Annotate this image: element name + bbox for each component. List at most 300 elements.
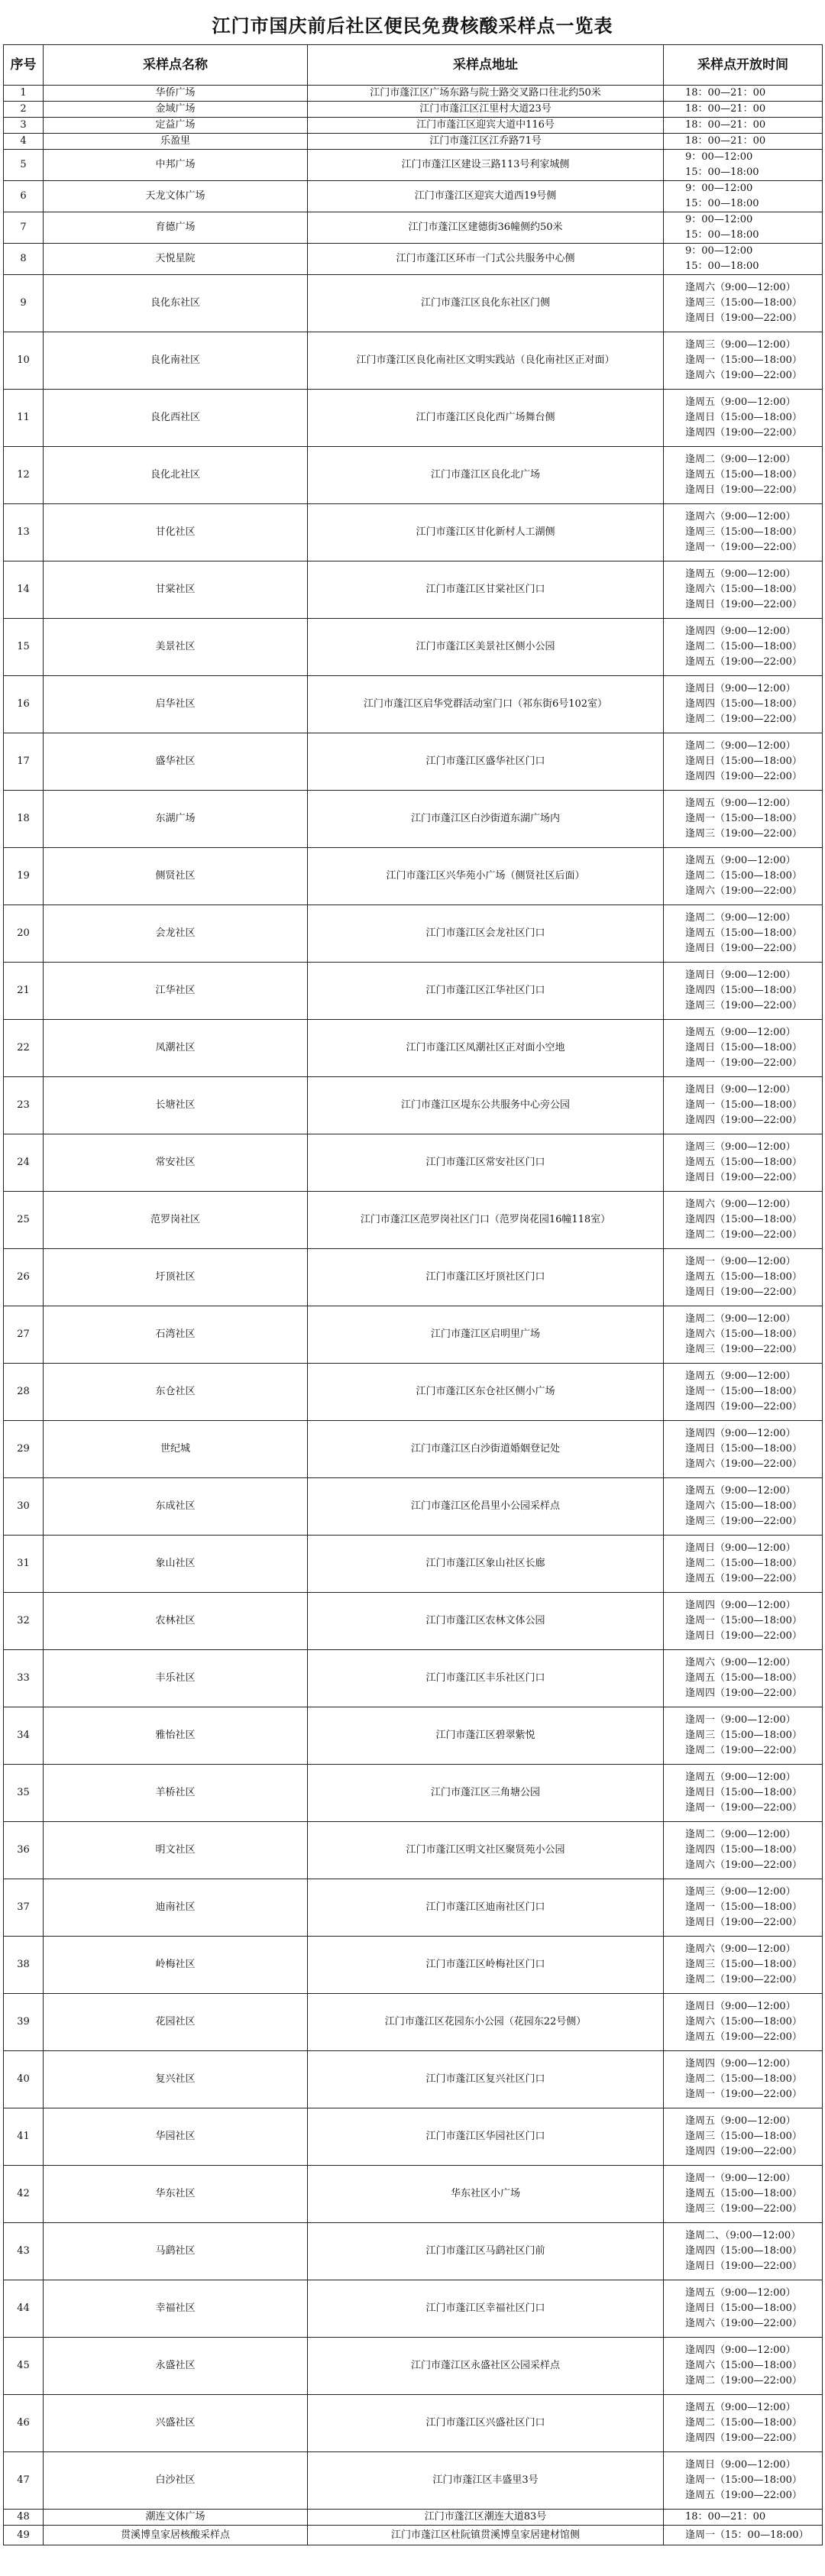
- cell-site-address: 江门市蓬江区良化西广场舞台侧: [308, 390, 664, 447]
- open-time-line: 逢周一（9:00—12:00）: [685, 1256, 796, 1267]
- cell-site-name: 东仓社区: [44, 1364, 308, 1421]
- open-time-line: 逢周五（9:00—12:00）: [685, 1485, 796, 1497]
- cell-no: 31: [4, 1536, 44, 1593]
- cell-site-address: 华东社区小广场: [308, 2166, 664, 2223]
- cell-site-name: 长塘社区: [44, 1077, 308, 1134]
- table-row: [4, 733, 823, 791]
- open-time-line: 18：00—21：00: [685, 135, 766, 147]
- cell-open-time: [664, 1994, 823, 2051]
- cell-site-name: 白沙社区: [44, 2452, 308, 2510]
- open-time-line: 逢周日（19:00—22:00）: [685, 1630, 802, 1642]
- cell-site-address: 江门市蓬江区白沙街道婚姻登记处: [308, 1421, 664, 1478]
- cell-no: 25: [4, 1192, 44, 1249]
- cell-site-name: 金域广场: [44, 102, 308, 118]
- table-row: [4, 102, 823, 118]
- open-time-line: 逢周日（15:00—18:00）: [685, 412, 802, 423]
- header-time: 采样点开放时间: [664, 45, 823, 86]
- cell-site-address: 江门市蓬江区范罗岗社区门口（范罗岗花园16幢118室）: [308, 1192, 664, 1249]
- cell-site-name: 良化西社区: [44, 390, 308, 447]
- open-time-line: 逢周一（15:00—18:00）: [685, 1615, 802, 1626]
- open-time-line: 逢周四（19:00—22:00）: [685, 2432, 802, 2444]
- table-row: [4, 1478, 823, 1536]
- cell-site-name: 华园社区: [44, 2108, 308, 2166]
- table-row: [4, 1364, 823, 1421]
- cell-open-time: [664, 1421, 823, 1478]
- cell-no: 30: [4, 1478, 44, 1536]
- cell-no: 22: [4, 1020, 44, 1077]
- cell-site-address: 江门市蓬江区花园东小公园（花园东22号侧）: [308, 1994, 664, 2051]
- cell-site-address: 江门市蓬江区广场东路与院士路交叉路口往北约50米: [308, 86, 664, 102]
- cell-site-address: 江门市蓬江区圩顶社区门口: [308, 1249, 664, 1306]
- open-time-line: 逢周三（15:00—18:00）: [685, 2131, 802, 2142]
- open-time-line: 逢周六（19:00—22:00）: [685, 1859, 802, 1871]
- open-time-line: 18：00—21：00: [685, 103, 766, 115]
- cell-site-address: 江门市蓬江区马鹞社区门前: [308, 2223, 664, 2280]
- table-row: [4, 848, 823, 905]
- cell-no: 40: [4, 2051, 44, 2108]
- cell-no: 6: [4, 181, 44, 212]
- cell-site-name: 华侨广场: [44, 86, 308, 102]
- table-row: [4, 1421, 823, 1478]
- table-row: [4, 1765, 823, 1822]
- cell-site-address: 江门市蓬江区迪南社区门口: [308, 1879, 664, 1937]
- cell-no: 41: [4, 2108, 44, 2166]
- open-time-line: 逢周二（15:00—18:00）: [685, 2073, 802, 2085]
- cell-site-name: 世纪城: [44, 1421, 308, 1478]
- open-time-line: 逢周一（15:00—18:00）: [685, 1099, 802, 1111]
- table-row: [4, 150, 823, 181]
- cell-site-address: 江门市蓬江区盛华社区门口: [308, 733, 664, 791]
- table-row: [4, 905, 823, 963]
- open-time-line: 18：00—21：00: [685, 2511, 766, 2523]
- cell-open-time: [664, 2395, 823, 2452]
- cell-site-name: 良化北社区: [44, 447, 308, 504]
- open-time-line: 逢周一（15:00—18:00）: [685, 813, 802, 824]
- open-time-line: 逢周日（15:00—18:00）: [685, 1787, 802, 1798]
- cell-site-address: 江门市蓬江区明文社区聚贤苑小公园: [308, 1822, 664, 1879]
- open-time-line: 逢周五（9:00—12:00）: [685, 2287, 796, 2299]
- open-time-line: 逢周四（19:00—22:00）: [685, 427, 802, 439]
- open-time-line: 逢周四（19:00—22:00）: [685, 1401, 802, 1413]
- cell-site-name: 明文社区: [44, 1822, 308, 1879]
- cell-open-time: [664, 2452, 823, 2510]
- cell-site-name: 羊桥社区: [44, 1765, 308, 1822]
- cell-open-time: [664, 1249, 823, 1306]
- open-time-line: 逢周二（9:00—12:00）: [685, 454, 796, 465]
- cell-site-name: 马鹞社区: [44, 2223, 308, 2280]
- open-time-line: 逢周四（15:00—18:00）: [685, 1214, 802, 1225]
- cell-site-name: 复兴社区: [44, 2051, 308, 2108]
- cell-open-time: [664, 118, 823, 134]
- table-row: [4, 791, 823, 848]
- cell-site-address: 江门市蓬江区江乔路71号: [308, 134, 664, 150]
- cell-site-name: 东湖广场: [44, 791, 308, 848]
- open-time-line: 逢周日（15:00—18:00）: [685, 1443, 802, 1455]
- open-time-line: 逢周六（9:00—12:00）: [685, 1943, 796, 1955]
- open-time-line: 逢周五（15:00—18:00）: [685, 1157, 802, 1168]
- cell-site-name: 良化东社区: [44, 275, 308, 332]
- cell-open-time: [664, 2510, 823, 2526]
- cell-site-name: 天龙文体广场: [44, 181, 308, 212]
- cell-open-time: [664, 676, 823, 733]
- open-time-line: 逢周日（19:00—22:00）: [685, 312, 802, 324]
- cell-site-name: 贯溪博皇家居核酸采样点: [44, 2526, 308, 2545]
- open-time-line: 逢周五（9:00—12:00）: [685, 396, 796, 408]
- open-time-line: 逢周三（19:00—22:00）: [685, 2203, 802, 2215]
- open-time-line: 逢周四（15:00—18:00）: [685, 985, 802, 996]
- open-time-line: 逢周二（9:00—12:00）: [685, 912, 796, 924]
- open-time-line: 逢周五（15:00—18:00）: [685, 1672, 802, 1684]
- table-row: [4, 2395, 823, 2452]
- cell-no: 46: [4, 2395, 44, 2452]
- open-time-line: 逢周一（9:00—12:00）: [685, 2173, 796, 2184]
- table-row: [4, 2280, 823, 2338]
- cell-no: 5: [4, 150, 44, 181]
- cell-no: 34: [4, 1707, 44, 1765]
- cell-no: 19: [4, 848, 44, 905]
- open-time-line: 逢周五（15:00—18:00）: [685, 1271, 802, 1283]
- cell-no: 11: [4, 390, 44, 447]
- header-address: 采样点地址: [308, 45, 664, 86]
- table-row: [4, 2452, 823, 2510]
- open-time-line: 逢周六（9:00—12:00）: [685, 1657, 796, 1668]
- cell-no: 20: [4, 905, 44, 963]
- table-row: [4, 332, 823, 390]
- open-time-line: 逢周五（9:00—12:00）: [685, 2115, 796, 2127]
- open-time-line: 逢周三（19:00—22:00）: [685, 1344, 802, 1355]
- cell-site-address: 江门市蓬江区东仓社区侧小广场: [308, 1364, 664, 1421]
- open-time-line: 逢周四（9:00—12:00）: [685, 1428, 796, 1439]
- cell-no: 8: [4, 244, 44, 275]
- cell-site-address: 江门市蓬江区永盛社区公园采样点: [308, 2338, 664, 2395]
- cell-no: 32: [4, 1593, 44, 1650]
- cell-site-address: 江门市蓬江区建设三路113号利家城侧: [308, 150, 664, 181]
- cell-no: 45: [4, 2338, 44, 2395]
- cell-no: 33: [4, 1650, 44, 1707]
- table-row: [4, 1879, 823, 1937]
- open-time-line: 9：00—12:00: [685, 214, 753, 225]
- cell-no: 17: [4, 733, 44, 791]
- open-time-line: 逢周六（15:00—18:00）: [685, 584, 802, 595]
- open-time-line: 逢周三（9:00—12:00）: [685, 339, 796, 351]
- cell-open-time: [664, 244, 823, 275]
- cell-site-address: 江门市蓬江区良化东社区门侧: [308, 275, 664, 332]
- cell-site-address: 江门市蓬江区华园社区门口: [308, 2108, 664, 2166]
- cell-no: 10: [4, 332, 44, 390]
- cell-site-address: 江门市蓬江区迎宾大道西19号侧: [308, 181, 664, 212]
- open-time-line: 逢周二（19:00—22:00）: [685, 1974, 802, 1985]
- open-time-line: 逢周五（9:00—12:00）: [685, 798, 796, 809]
- cell-open-time: [664, 1707, 823, 1765]
- cell-open-time: [664, 332, 823, 390]
- table-row: [4, 1822, 823, 1879]
- cell-site-name: 启华社区: [44, 676, 308, 733]
- cell-site-address: 江门市蓬江区会龙社区门口: [308, 905, 664, 963]
- cell-site-address: 江门市蓬江区碧翠紫悦: [308, 1707, 664, 1765]
- cell-site-name: 范罗岗社区: [44, 1192, 308, 1249]
- open-time-line: 逢周五（15:00—18:00）: [685, 469, 802, 481]
- table-row: [4, 504, 823, 561]
- table-row: [4, 212, 823, 244]
- open-time-line: 逢周五（19:00—22:00）: [685, 656, 802, 668]
- table-row: [4, 134, 823, 150]
- open-time-line: 逢周一（15:00—18:00）: [685, 1386, 802, 1397]
- cell-site-address: 江门市蓬江区建德街36幢侧约50米: [308, 212, 664, 244]
- open-time-line: 逢周日（19:00—22:00）: [685, 943, 802, 954]
- open-time-line: 逢周日（15:00—18:00）: [685, 1042, 802, 1053]
- open-time-line: 逢周四（15:00—18:00）: [685, 2245, 802, 2257]
- cell-site-name: 迪南社区: [44, 1879, 308, 1937]
- cell-no: 21: [4, 963, 44, 1020]
- cell-site-name: 会龙社区: [44, 905, 308, 963]
- cell-site-address: 江门市蓬江区凤潮社区正对面小空地: [308, 1020, 664, 1077]
- cell-no: 14: [4, 561, 44, 619]
- cell-site-name: 农林社区: [44, 1593, 308, 1650]
- open-time-line: 18：00—21：00: [685, 87, 766, 99]
- open-time-line: 逢周日（19:00—22:00）: [685, 2260, 802, 2272]
- open-time-line: 逢周二（9:00—12:00）: [685, 1829, 796, 1840]
- cell-site-address: 江门市蓬江区江华社区门口: [308, 963, 664, 1020]
- open-time-line: 逢周二（19:00—22:00）: [685, 1745, 802, 1756]
- cell-no: 7: [4, 212, 44, 244]
- cell-open-time: [664, 791, 823, 848]
- open-time-line: 逢周五（19:00—22:00）: [685, 2031, 802, 2043]
- open-time-line: 9：00—12:00: [685, 151, 753, 163]
- cell-site-name: 雅怡社区: [44, 1707, 308, 1765]
- open-time-line: 逢周三（15:00—18:00）: [685, 1959, 802, 1970]
- cell-open-time: [664, 905, 823, 963]
- cell-site-name: 天悦星院: [44, 244, 308, 275]
- open-time-line: 逢周一（15:00—18:00）: [685, 1901, 802, 1913]
- cell-open-time: [664, 1134, 823, 1192]
- cell-no: 27: [4, 1306, 44, 1364]
- cell-site-name: 侧贤社区: [44, 848, 308, 905]
- cell-site-address: 江门市蓬江区启明里广场: [308, 1306, 664, 1364]
- table-row: [4, 1077, 823, 1134]
- cell-open-time: [664, 1593, 823, 1650]
- table-row: [4, 390, 823, 447]
- open-time-line: 逢周五（9:00—12:00）: [685, 1772, 796, 1783]
- cell-site-name: 中邦广场: [44, 150, 308, 181]
- open-time-line: 逢周二（19:00—22:00）: [685, 2375, 802, 2387]
- open-time-line: 逢周六（15:00—18:00）: [685, 1328, 802, 1340]
- open-time-line: 逢周日（9:00—12:00）: [685, 2459, 796, 2471]
- cell-open-time: [664, 102, 823, 118]
- open-time-line: 逢周二（19:00—22:00）: [685, 1229, 802, 1241]
- open-time-line: 逢周四（9:00—12:00）: [685, 1600, 796, 1611]
- cell-open-time: [664, 733, 823, 791]
- open-time-line: 逢周六（9:00—12:00）: [685, 1199, 796, 1210]
- cell-open-time: [664, 134, 823, 150]
- cell-site-address: 江门市蓬江区丰盛里3号: [308, 2452, 664, 2510]
- open-time-line: 逢周四（19:00—22:00）: [685, 1115, 802, 1126]
- cell-no: 29: [4, 1421, 44, 1478]
- open-time-line: 逢周六（15:00—18:00）: [685, 1500, 802, 1512]
- sampling-sites-table: [3, 44, 823, 2545]
- open-time-line: 18：00—21：00: [685, 119, 766, 131]
- cell-open-time: [664, 1765, 823, 1822]
- cell-site-name: 潮连文体广场: [44, 2510, 308, 2526]
- cell-site-address: 江门市蓬江区甘化新村人工湖侧: [308, 504, 664, 561]
- open-time-line: 逢周四（9:00—12:00）: [685, 2345, 796, 2356]
- cell-open-time: [664, 2166, 823, 2223]
- cell-no: 12: [4, 447, 44, 504]
- cell-open-time: [664, 561, 823, 619]
- cell-site-address: 江门市蓬江区美景社区侧小公园: [308, 619, 664, 676]
- open-time-line: 逢周二（15:00—18:00）: [685, 2417, 802, 2429]
- table-row: [4, 2526, 823, 2545]
- open-time-line: 15：00—18:00: [685, 167, 759, 178]
- cell-open-time: [664, 1077, 823, 1134]
- table-header-row: [4, 45, 823, 86]
- table-row: [4, 447, 823, 504]
- cell-open-time: [664, 2280, 823, 2338]
- open-time-line: 逢周二（9:00—12:00）: [685, 740, 796, 752]
- cell-site-name: 甘棠社区: [44, 561, 308, 619]
- open-time-line: 逢周三（15:00—18:00）: [685, 1730, 802, 1741]
- open-time-line: 逢周日（19:00—22:00）: [685, 599, 802, 610]
- open-time-line: 逢周三（9:00—12:00）: [685, 1886, 796, 1898]
- cell-site-name: 常安社区: [44, 1134, 308, 1192]
- open-time-line: 逢周四（15:00—18:00）: [685, 1844, 802, 1856]
- cell-open-time: [664, 848, 823, 905]
- open-time-line: 逢周六（19:00—22:00）: [685, 885, 802, 897]
- open-time-line: 逢周三（19:00—22:00）: [685, 1516, 802, 1527]
- open-time-line: 逢周四（9:00—12:00）: [685, 2058, 796, 2070]
- table-row: [4, 1593, 823, 1650]
- table-row: [4, 1249, 823, 1306]
- open-time-line: 逢周六（9:00—12:00）: [685, 511, 796, 523]
- table-row: [4, 2510, 823, 2526]
- table-row: [4, 2223, 823, 2280]
- open-time-line: 逢周六（19:00—22:00）: [685, 370, 802, 381]
- cell-open-time: [664, 1364, 823, 1421]
- table-row: [4, 676, 823, 733]
- cell-open-time: [664, 2223, 823, 2280]
- cell-open-time: [664, 1937, 823, 1994]
- cell-no: 49: [4, 2526, 44, 2545]
- cell-site-name: 圩顶社区: [44, 1249, 308, 1306]
- cell-site-address: 江门市蓬江区象山社区长廊: [308, 1536, 664, 1593]
- cell-site-name: 美景社区: [44, 619, 308, 676]
- cell-open-time: [664, 390, 823, 447]
- open-time-line: 逢周日（19:00—22:00）: [685, 484, 802, 496]
- table-row: [4, 619, 823, 676]
- open-time-line: 逢周日（9:00—12:00）: [685, 2001, 796, 2012]
- cell-no: 13: [4, 504, 44, 561]
- cell-site-address: 江门市蓬江区迎宾大道中116号: [308, 118, 664, 134]
- open-time-line: 逢周五（9:00—12:00）: [685, 855, 796, 866]
- open-time-line: 逢周日（15:00—18:00）: [685, 2303, 802, 2314]
- cell-site-address: 江门市蓬江区江里村大道23号: [308, 102, 664, 118]
- open-time-line: 逢周二（19:00—22:00）: [685, 714, 802, 725]
- open-time-line: 逢周三（19:00—22:00）: [685, 828, 802, 840]
- cell-open-time: [664, 619, 823, 676]
- document-title: 江门市国庆前后社区便民免费核酸采样点一览表: [212, 15, 613, 37]
- cell-open-time: [664, 86, 823, 102]
- cell-site-address: 江门市蓬江区伦昌里小公园采样点: [308, 1478, 664, 1536]
- cell-site-address: 江门市蓬江区堤东公共服务中心旁公园: [308, 1077, 664, 1134]
- cell-open-time: [664, 1306, 823, 1364]
- open-time-line: 逢周一（19:00—22:00）: [685, 542, 802, 553]
- open-time-line: 逢周二（9:00—12:00）: [685, 1313, 796, 1325]
- open-time-line: 逢周一（19:00—22:00）: [685, 1802, 802, 1814]
- cell-site-address: 江门市蓬江区良化北广场: [308, 447, 664, 504]
- cell-open-time: [664, 2526, 823, 2545]
- cell-site-address: 江门市蓬江区幸福社区门口: [308, 2280, 664, 2338]
- cell-open-time: [664, 963, 823, 1020]
- open-time-line: 逢周五（9:00—12:00）: [685, 1371, 796, 1382]
- cell-site-name: 华东社区: [44, 2166, 308, 2223]
- cell-no: 3: [4, 118, 44, 134]
- table-row: [4, 1707, 823, 1765]
- open-time-line: 逢周三（15:00—18:00）: [685, 297, 802, 309]
- table-row: [4, 1134, 823, 1192]
- cell-open-time: [664, 1822, 823, 1879]
- table-row: [4, 2051, 823, 2108]
- cell-open-time: [664, 2108, 823, 2166]
- cell-open-time: [664, 2338, 823, 2395]
- cell-open-time: [664, 1879, 823, 1937]
- cell-no: 2: [4, 102, 44, 118]
- open-time-line: 逢周一（15:00—18:00）: [685, 354, 802, 366]
- open-time-line: 9：00—12:00: [685, 183, 753, 194]
- open-time-line: 逢周日（19:00—22:00）: [685, 1286, 802, 1298]
- cell-site-name: 定益广场: [44, 118, 308, 134]
- cell-site-name: 凤潮社区: [44, 1020, 308, 1077]
- table-row: [4, 1306, 823, 1364]
- cell-open-time: [664, 1192, 823, 1249]
- open-time-line: 逢周四（19:00—22:00）: [685, 1688, 802, 1699]
- cell-no: 47: [4, 2452, 44, 2510]
- open-time-line: 逢周一（15：00—18:00）: [685, 2529, 809, 2541]
- cell-no: 26: [4, 1249, 44, 1306]
- header-no: 序号: [4, 45, 44, 86]
- open-time-line: 逢周一（9:00—12:00）: [685, 1714, 796, 1726]
- cell-site-address: 江门市蓬江区白沙街道东湖广场内: [308, 791, 664, 848]
- open-time-line: 15：00—18:00: [685, 198, 759, 209]
- cell-no: 4: [4, 134, 44, 150]
- cell-site-name: 象山社区: [44, 1536, 308, 1593]
- cell-no: 42: [4, 2166, 44, 2223]
- cell-site-address: 江门市蓬江区潮连大道83号: [308, 2510, 664, 2526]
- cell-open-time: [664, 1478, 823, 1536]
- cell-no: 48: [4, 2510, 44, 2526]
- cell-open-time: [664, 212, 823, 244]
- table-row: [4, 1192, 823, 1249]
- open-time-line: 逢周日（9:00—12:00）: [685, 1542, 796, 1554]
- cell-site-address: 江门市蓬江区环市一门式公共服务中心侧: [308, 244, 664, 275]
- open-time-line: 逢周六（19:00—22:00）: [685, 1458, 802, 1470]
- open-time-line: 逢周日（19:00—22:00）: [685, 1172, 802, 1183]
- cell-no: 44: [4, 2280, 44, 2338]
- cell-site-address: 江门市蓬江区兴华苑小广场（侧贤社区后面）: [308, 848, 664, 905]
- cell-no: 23: [4, 1077, 44, 1134]
- cell-no: 15: [4, 619, 44, 676]
- open-time-line: 逢周一（15:00—18:00）: [685, 2474, 802, 2486]
- open-time-line: 逢周一（19:00—22:00）: [685, 1057, 802, 1069]
- cell-site-name: 花园社区: [44, 1994, 308, 2051]
- cell-open-time: [664, 447, 823, 504]
- cell-site-address: 江门市蓬江区复兴社区门口: [308, 2051, 664, 2108]
- open-time-line: 逢周六（15:00—18:00）: [685, 2016, 802, 2027]
- table-row: [4, 1020, 823, 1077]
- cell-site-address: 江门市蓬江区三角塘公园: [308, 1765, 664, 1822]
- open-time-line: 逢周四（15:00—18:00）: [685, 698, 802, 710]
- cell-site-address: 江门市蓬江区岭梅社区门口: [308, 1937, 664, 1994]
- open-time-line: 逢周五（9:00—12:00）: [685, 1027, 796, 1038]
- table-row: [4, 181, 823, 212]
